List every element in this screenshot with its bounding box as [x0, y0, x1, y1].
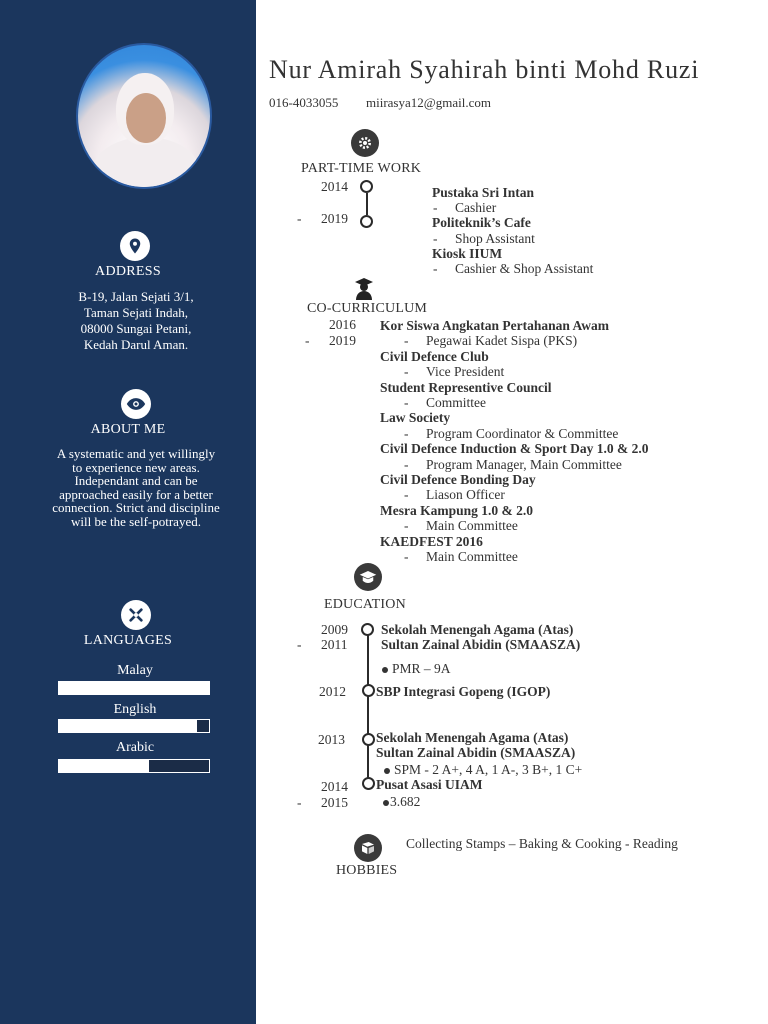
hobbies-text: Collecting Stamps – Baking & Cooking - Reading [406, 836, 678, 851]
languages-heading: LANGUAGES [83, 633, 173, 648]
address-line: B-19, Jalan Sejati 3/1, [78, 289, 194, 304]
education-year: 2009 [321, 622, 348, 637]
email-address: miirasya12@gmail.com [366, 95, 491, 110]
cocurriculum-title: Civil Defence Bonding Day [380, 472, 536, 487]
timeline-line [366, 193, 368, 215]
profile-photo [76, 43, 212, 189]
cocurriculum-title: Kor Siswa Angkatan Pertahanan Awam [380, 318, 610, 333]
graduate-icon [353, 276, 375, 300]
cocurriculum-dash: - [404, 333, 409, 348]
cocurriculum-title: Civil Defence Induction & Sport Day 1.0 & 2.0 [380, 441, 649, 456]
cocurriculum-title: Civil Defence Club [380, 349, 489, 364]
book-icon [354, 834, 382, 862]
cocurriculum-title: KAEDFEST 2016 [380, 534, 483, 549]
education-school: Sultan Zainal Abidin (SMAASZA) [376, 745, 576, 760]
cocurriculum-dash: - [404, 395, 409, 410]
education-school: Sekolah Menengah Agama (Atas) [376, 730, 569, 745]
location-pin-icon [120, 231, 150, 261]
about-line: Independant and can be [74, 473, 198, 489]
education-year-dash: - [297, 637, 302, 652]
language-name: Arabic [115, 740, 155, 755]
language-level-bar [58, 759, 210, 773]
graduation-cap-icon [354, 563, 382, 591]
work-year-dash: - [297, 211, 302, 226]
timeline-node [362, 684, 375, 697]
work-role: Shop Assistant [455, 231, 535, 246]
bullet-icon [384, 768, 390, 774]
work-role: Cashier & Shop Assistant [455, 261, 594, 276]
address-line: 08000 Sungai Petani, [80, 321, 192, 336]
about-heading: ABOUT ME [90, 422, 166, 437]
gear-icon [351, 129, 379, 157]
sidebar [0, 0, 256, 1024]
phone-number: 016-4033055 [269, 95, 339, 110]
cocurriculum-heading: CO-CURRICULUM [307, 301, 428, 316]
timeline-node [361, 623, 374, 636]
work-role: Cashier [455, 200, 497, 215]
education-result-text: PMR – 9A [392, 661, 451, 676]
work-year-start: 2014 [321, 179, 348, 194]
education-year: 2013 [318, 732, 345, 747]
education-result [384, 762, 582, 778]
education-school: Pusat Asasi UIAM [376, 777, 483, 792]
work-dash: - [433, 200, 438, 215]
education-year: 2012 [319, 684, 346, 699]
about-line: A systematic and yet willingly [56, 446, 216, 461]
work-year-end: 2019 [321, 211, 348, 226]
cocurriculum-year-start: 2016 [329, 317, 356, 332]
work-title: Politeknik’s Cafe [432, 215, 531, 230]
bullet-icon [382, 667, 388, 673]
about-text [20, 447, 252, 529]
cocurriculum-role: Pegawai Kadet Sispa (PKS) [426, 333, 578, 348]
work-title: Kiosk IIUM [432, 246, 503, 261]
education-heading: EDUCATION [324, 597, 406, 612]
cocurriculum-dash: - [404, 457, 409, 472]
education-year-dash: - [297, 795, 302, 810]
cocurriculum-title: Law Society [380, 410, 451, 425]
cocurriculum-title: Student Representive Council [380, 380, 552, 395]
work-title: Pustaka Sri Intan [432, 185, 535, 200]
eye-icon [121, 389, 151, 419]
address-line: Kedah Darul Aman. [83, 337, 189, 352]
bullet-icon [383, 800, 389, 806]
hobbies-heading: HOBBIES [336, 863, 398, 878]
cocurriculum-role: Vice President [426, 364, 505, 379]
language-name: English [113, 702, 157, 717]
cocurriculum-year-dash: - [305, 333, 310, 348]
language-name: Malay [117, 663, 153, 678]
cocurriculum-role: Program Coordinator & Committee [426, 426, 619, 441]
cocurriculum-dash: - [404, 364, 409, 379]
address-line: Taman Sejati Indah, [83, 305, 189, 320]
address-heading: ADDRESS [95, 264, 161, 279]
education-result [382, 661, 451, 677]
education-school: Sultan Zainal Abidin (SMAASZA) [381, 637, 581, 652]
timeline-node [360, 215, 373, 228]
cocurriculum-role: Committee [426, 395, 486, 410]
education-result [383, 794, 420, 810]
work-heading: PART-TIME WORK [301, 161, 422, 176]
cocurriculum-role: Program Manager, Main Committee [426, 457, 622, 472]
cocurriculum-role: Main Committee [426, 518, 518, 533]
full-name: Nur Amirah Syahirah binti Mohd Ruzi [269, 55, 700, 84]
address-text [30, 289, 242, 353]
education-school: Sekolah Menengah Agama (Atas) [381, 622, 574, 637]
education-year: 2014 [321, 779, 348, 794]
language-level-bar [58, 719, 210, 733]
education-result-text: SPM - 2 A+, 4 A, 1 A-, 3 B+, 1 C+ [394, 762, 583, 777]
timeline-node [360, 180, 373, 193]
cocurriculum-title: Mesra Kampung 1.0 & 2.0 [380, 503, 533, 518]
about-line: to experience new areas. [72, 459, 200, 475]
education-year-end: 2011 [321, 637, 348, 652]
cocurriculum-role: Liason Officer [426, 487, 505, 502]
about-line: approached easily for a better [59, 486, 213, 502]
cocurriculum-dash: - [404, 487, 409, 502]
tools-icon [121, 600, 151, 630]
about-line: connection. Strict and discipline [52, 500, 220, 516]
cocurriculum-dash: - [404, 518, 409, 533]
education-year-end: 2015 [321, 795, 348, 810]
language-level-bar [58, 681, 210, 695]
cocurriculum-year-end: 2019 [329, 333, 356, 348]
timeline-line [367, 634, 369, 784]
education-result-text: 3.682 [390, 794, 421, 809]
work-dash: - [433, 261, 438, 276]
work-dash: - [433, 231, 438, 246]
education-school: SBP Integrasi Gopeng (IGOP) [376, 684, 551, 699]
cocurriculum-role: Main Committee [426, 549, 518, 564]
timeline-node [362, 733, 375, 746]
cocurriculum-dash: - [404, 549, 409, 564]
timeline-node [362, 777, 375, 790]
cocurriculum-dash: - [404, 426, 409, 441]
about-line: will be the self-potrayed. [71, 513, 201, 529]
